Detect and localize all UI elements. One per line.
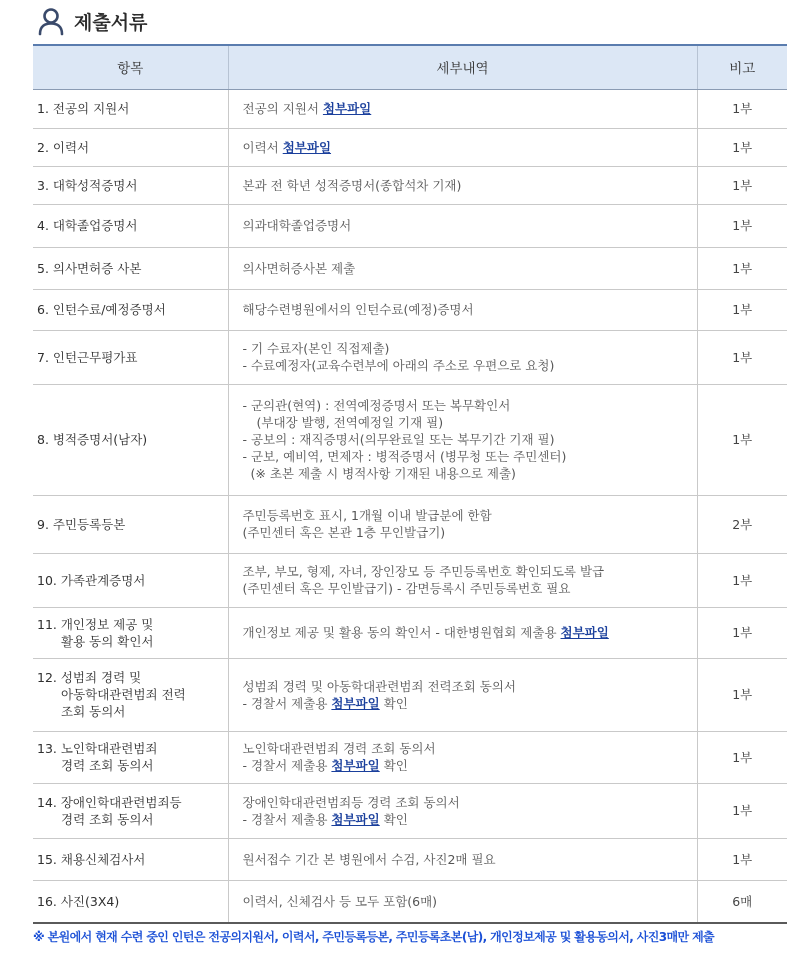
row-item-text: 14. 장애인학대관련범죄등: [37, 794, 182, 810]
row-detail: [228, 384, 697, 495]
row-item: [33, 330, 228, 384]
row-detail: [228, 731, 697, 783]
row-note: 1부: [697, 731, 787, 783]
row-detail-text: 주민등록번호 표시, 1개월 이내 발급분에 한함: [242, 508, 492, 523]
row-detail-text: 노인학대관련범죄 경력 조회 동의서: [242, 741, 436, 756]
row-item: [33, 731, 228, 783]
row-detail-text: 의사면허증사본 제출: [242, 260, 356, 276]
row-detail: [228, 89, 697, 128]
table-row: [33, 204, 787, 247]
row-detail: [228, 607, 697, 658]
row-note: 1부: [697, 204, 787, 247]
column-header-note: 비고: [697, 45, 787, 89]
row-item-text: 13. 노인학대관련범죄: [37, 741, 158, 756]
table-row: [33, 384, 787, 495]
row-note: 1부: [697, 553, 787, 607]
row-item: [33, 880, 228, 923]
attachment-link[interactable]: 첨부파일: [331, 695, 380, 711]
row-detail-text: 해당수련병원에서의 인턴수료(예정)증명서: [242, 302, 474, 317]
table-header-row: [33, 45, 787, 89]
row-item-text: 11. 개인정보 제공 및: [37, 616, 154, 632]
row-detail: [228, 289, 697, 330]
table-row: [33, 166, 787, 204]
row-item-text: 아동학대관련범죄 전력: [61, 687, 186, 702]
row-detail: [228, 658, 697, 731]
attachment-link[interactable]: 첨부파일: [560, 625, 609, 640]
row-detail-text: (주민센터 혹은 무인발급기) - 감면등록시 주민등록번호 필요: [242, 581, 571, 596]
documents-table: [33, 44, 787, 924]
table-row: [33, 89, 787, 128]
row-item-text: 1. 전공의 지원서: [37, 101, 130, 116]
row-note: 1부: [697, 289, 787, 330]
table-row: [33, 731, 787, 783]
row-item-text: 5. 의사면허증 사본: [37, 260, 142, 276]
person-icon: [36, 6, 66, 36]
row-detail: [228, 330, 697, 384]
row-detail: [228, 128, 697, 166]
row-item-text: 10. 가족관계증명서: [37, 572, 146, 588]
row-detail-text: 의과대학졸업증명서: [242, 218, 352, 233]
row-detail: [228, 166, 697, 204]
row-item-text: 활용 동의 확인서: [61, 633, 154, 649]
row-item: [33, 204, 228, 247]
row-item: [33, 553, 228, 607]
row-detail-text: 이력서, 신체검사 등 모두 포함(6매): [242, 893, 438, 909]
table-row: [33, 247, 787, 289]
row-note: 1부: [697, 783, 787, 838]
row-item-text: 15. 채용신체검사서: [37, 851, 146, 867]
row-detail-text: - 군보, 예비역, 면제자 : 병적증명서 (병무청 또는 주민센터): [242, 449, 567, 464]
row-detail: [228, 880, 697, 923]
row-detail-text: - 공보의 : 재직증명서(의무완료일 또는 복무기간 기재 필): [242, 432, 555, 447]
row-detail-suffix: 확인: [383, 811, 408, 827]
row-detail-text: (※ 초본 제출 시 병적사항 기재된 내용으로 제출): [250, 466, 516, 481]
row-detail-text: 성범죄 경력 및 아동학대관련범죄 전력조회 동의서: [242, 678, 516, 694]
row-note: 1부: [697, 166, 787, 204]
table-row: [33, 783, 787, 838]
row-note: 1부: [697, 89, 787, 128]
table-row: [33, 553, 787, 607]
row-item-text: 3. 대학성적증명서: [37, 177, 138, 193]
row-detail: [228, 204, 697, 247]
row-note: 1부: [697, 247, 787, 289]
row-item-text: 경력 조회 동의서: [61, 811, 154, 827]
attachment-link[interactable]: 첨부파일: [282, 139, 332, 155]
row-item: [33, 289, 228, 330]
row-detail-text: - 경찰서 제출용: [242, 811, 328, 827]
row-note: 6매: [697, 880, 787, 923]
row-detail-text: (부대장 발행, 전역예정일 기재 필): [256, 415, 444, 430]
row-note: 1부: [697, 607, 787, 658]
row-item-text: 8. 병적증명서(남자): [37, 432, 148, 447]
row-item: [33, 783, 228, 838]
page-title: 제출서류: [74, 11, 148, 34]
column-header-detail: 세부내역: [228, 45, 697, 89]
row-detail-suffix: 확인: [383, 695, 408, 711]
table-body: [33, 89, 787, 923]
table-row: [33, 128, 787, 166]
row-detail-text: 이력서: [242, 139, 279, 155]
row-item-text: 9. 주민등록등본: [37, 516, 126, 532]
row-item: [33, 384, 228, 495]
row-item: [33, 247, 228, 289]
row-item-text: 4. 대학졸업증명서: [37, 218, 138, 233]
row-detail-text: (주민센터 혹은 본관 1층 무인발급기): [242, 525, 446, 540]
row-item: [33, 166, 228, 204]
row-item-text: 16. 사진(3X4): [37, 893, 120, 909]
attachment-link[interactable]: 첨부파일: [331, 811, 380, 827]
row-item-text: 7. 인턴근무평가표: [37, 349, 138, 365]
row-note: 1부: [697, 128, 787, 166]
row-item-text: 경력 조회 동의서: [61, 758, 154, 773]
row-note: 1부: [697, 658, 787, 731]
attachment-link[interactable]: 첨부파일: [331, 758, 380, 773]
row-note: 1부: [697, 838, 787, 880]
footnote: ※ 본원에서 현재 수련 중인 인턴은 전공의지원서, 이력서, 주민등록등본, 주민등록초본(남), 개인정보제공 및 활용동의서, 사진3매만 제출: [33, 930, 715, 944]
table-row: [33, 607, 787, 658]
row-item: [33, 658, 228, 731]
row-item: [33, 495, 228, 553]
table-row: [33, 495, 787, 553]
attachment-link[interactable]: 첨부파일: [322, 101, 372, 116]
row-item-text: 12. 성범죄 경력 및: [37, 670, 142, 685]
section-header: [36, 4, 147, 38]
row-item-text: 6. 인턴수료/예정증명서: [37, 302, 166, 317]
row-item-text: 2. 이력서: [37, 139, 90, 155]
row-detail-text: - 경찰서 제출용: [242, 695, 328, 711]
row-detail: [228, 495, 697, 553]
table-row: [33, 880, 787, 923]
row-detail-suffix: 확인: [383, 758, 408, 773]
row-note: 1부: [697, 330, 787, 384]
row-detail: [228, 247, 697, 289]
row-item: [33, 838, 228, 880]
row-detail-text: - 군의관(현역) : 전역예정증명서 또는 복무확인서: [242, 398, 511, 413]
row-detail: [228, 553, 697, 607]
row-item: [33, 128, 228, 166]
row-detail-text: - 기 수료자(본인 직접제출): [242, 341, 390, 356]
row-note: 2부: [697, 495, 787, 553]
row-detail-text: 본과 전 학년 성적증명서(종합석차 기재): [242, 177, 462, 193]
row-detail: [228, 783, 697, 838]
table-row: [33, 658, 787, 731]
row-item: [33, 89, 228, 128]
row-item-text: 조회 동의서: [61, 704, 126, 719]
row-detail-text: 전공의 지원서: [242, 101, 319, 116]
row-detail-text: - 수료예정자(교육수련부에 아래의 주소로 우편으로 요청): [242, 358, 555, 373]
table-row: [33, 330, 787, 384]
row-detail-text: 조부, 부모, 형제, 자녀, 장인장모 등 주민등록번호 확인되도록 발급: [242, 564, 605, 579]
table-row: [33, 289, 787, 330]
row-detail: [228, 838, 697, 880]
row-note: 1부: [697, 384, 787, 495]
row-detail-text: 장애인학대관련범죄등 경력 조회 동의서: [242, 794, 460, 810]
row-detail-text: - 경찰서 제출용: [242, 758, 328, 773]
row-item: [33, 607, 228, 658]
row-detail-text: 개인정보 제공 및 활용 동의 확인서 - 대한병원협회 제출용: [242, 625, 557, 640]
row-detail-text: 원서접수 기간 본 병원에서 수검, 사진2매 필요: [242, 851, 496, 867]
column-header-item: 항목: [33, 45, 228, 89]
table-row: [33, 838, 787, 880]
